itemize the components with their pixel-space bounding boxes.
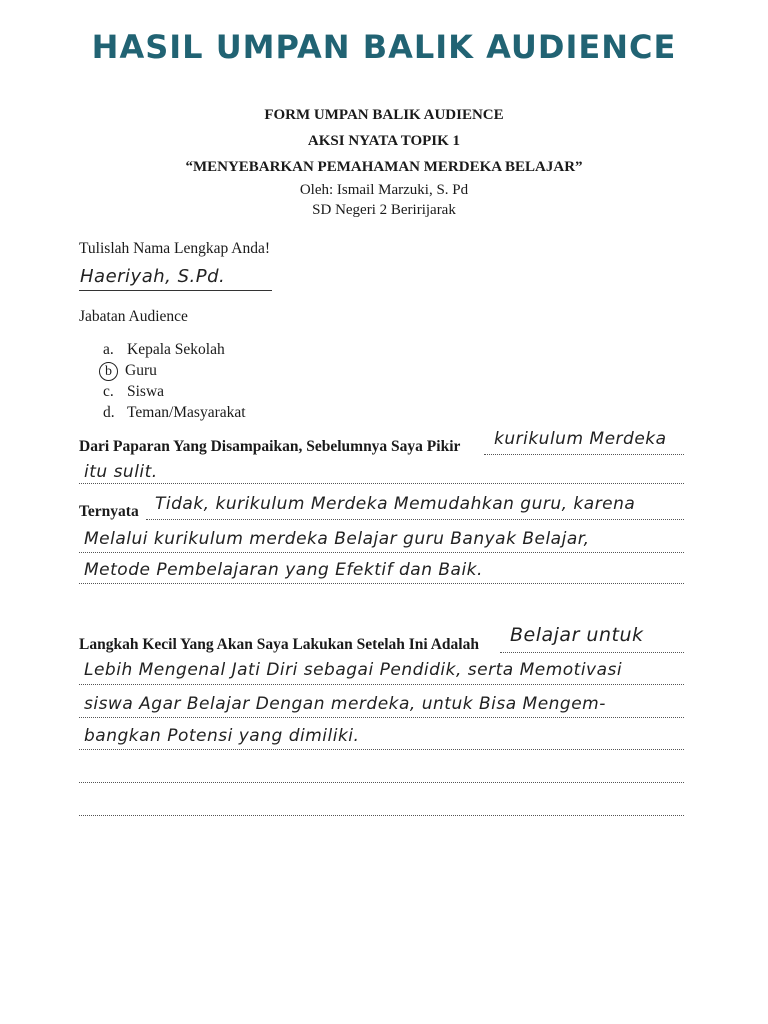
option-c xyxy=(103,383,164,401)
dotted-line xyxy=(79,552,684,553)
q2-answer-line-2: Melalui kurikulum merdeka Belajar guru Banyak Belajar, xyxy=(84,529,590,549)
name-underline xyxy=(79,290,272,291)
option-a xyxy=(103,341,225,359)
option-label: Kepala Sekolah xyxy=(127,341,225,358)
dotted-line xyxy=(79,717,684,718)
q1-answer-line-1: kurikulum Merdeka xyxy=(494,429,667,449)
q2-answer-line-1: Tidak, kurikulum Merdeka Memudahkan guru, karena xyxy=(155,494,636,514)
q2-prompt: Ternyata xyxy=(79,503,139,520)
q3-answer-line-1: Belajar untuk xyxy=(510,624,644,646)
form-author: Oleh: Ismail Marzuki, S. Pd xyxy=(299,182,469,198)
dotted-line xyxy=(500,652,684,653)
option-label: Siswa xyxy=(127,383,165,400)
option-letter: c. xyxy=(103,383,114,400)
q3-answer-line-4: bangkan Potensi yang dimiliki. xyxy=(84,726,360,746)
form-header xyxy=(0,102,768,220)
selected-circle: b xyxy=(99,362,118,381)
dotted-line xyxy=(79,583,684,584)
option-letter: a. xyxy=(103,341,114,358)
dotted-line xyxy=(79,815,684,816)
page-heading: HASIL UMPAN BALIK AUDIENCE xyxy=(91,28,677,66)
position-prompt: Jabatan Audience xyxy=(79,308,188,325)
form-topic: AKSI NYATA TOPIK 1 xyxy=(307,133,461,149)
name-answer: Haeriyah, S.Pd. xyxy=(80,266,226,287)
dotted-line xyxy=(484,454,684,455)
form-school: SD Negeri 2 Beririjarak xyxy=(312,202,456,218)
dotted-line xyxy=(146,519,684,520)
q2-answer-line-3: Metode Pembelajaran yang Efektif dan Baik. xyxy=(84,560,483,580)
form-subject: “MENYEBARKAN PEMAHAMAN MERDEKA BELAJAR” xyxy=(185,159,583,175)
q3-answer-line-3: siswa Agar Belajar Dengan merdeka, untuk Bisa Mengem- xyxy=(84,694,606,714)
option-label: Guru xyxy=(125,362,157,379)
q3-prompt: Langkah Kecil Yang Akan Saya Lakukan Setelah Ini Adalah xyxy=(79,636,479,653)
option-b-selected xyxy=(103,362,157,381)
name-prompt: Tulislah Nama Lengkap Anda! xyxy=(79,240,270,257)
q1-prompt: Dari Paparan Yang Disampaikan, Sebelumnya Saya Pikir xyxy=(79,438,461,455)
q1-answer-line-2: itu sulit. xyxy=(84,462,158,482)
form-title: FORM UMPAN BALIK AUDIENCE xyxy=(264,107,504,123)
dotted-line xyxy=(79,483,684,484)
option-d xyxy=(103,404,246,422)
q3-answer-line-2: Lebih Mengenal Jati Diri sebagai Pendidik, serta Memotivasi xyxy=(84,660,623,680)
option-letter: d. xyxy=(103,404,115,421)
dotted-line xyxy=(79,749,684,750)
dotted-line xyxy=(79,684,684,685)
dotted-line xyxy=(79,782,684,783)
option-label: Teman/Masyarakat xyxy=(127,404,246,421)
